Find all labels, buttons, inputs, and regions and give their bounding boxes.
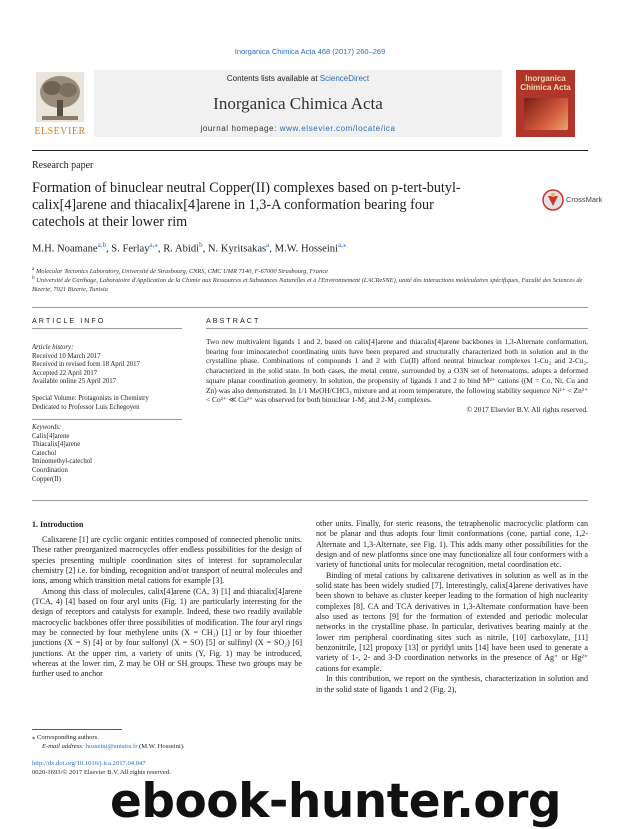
email-suffix: (M.W. Hosseini).: [137, 743, 185, 750]
paragraph: other units. Finally, for steric reasons, the tetraphenolic macrocyclic platform can not be planar and thus adopts four limit conformations (cone, partial cone, 1,2-Alternate and 1,3-Alternate, see Fig. 1). This adds many other possibilities for the design and of new platforms since one may functionalize all four conformers with a variety of functional units for molecular recognition, metal coordination etc.: [316, 519, 588, 570]
sciencedirect-link[interactable]: ScienceDirect: [319, 74, 370, 83]
history-item: Received in revised form 18 April 2017: [32, 361, 140, 369]
keyword[interactable]: Calix[4]arene: [32, 432, 70, 440]
affiliation-mark: a: [32, 266, 35, 272]
crossmark-icon: [542, 189, 564, 211]
keyword[interactable]: Coordination: [32, 466, 68, 474]
keyword[interactable]: Thiacalix[4]arene: [32, 441, 81, 449]
paragraph: Binding of metal cations by calixarene derivatives in solution as well as in the solid state has been widely studied [7]. Interestingly, calix[4]arene derivatives have been shown to behave as cluster keeper leading to the formation of high nuclearity complexes [8]. CA and TCA derivatives in 1,3-Alternate conformation have been also used as tectons [9] for the formation of extended and periodic molecular networks in the crystalline phase. In particular, derivatives bearing mainly at the lower rim peripheral coordinating sites such as nitrile, [10] carboxylate, [11] benzonitrile, [12] propoxy [13] or pyridyl units [14] have been used to generate a variety of 1-, 2- and 3-D coordination networks in the presence of Ag⁺ or Hg²⁺ cations for example.: [316, 570, 588, 673]
abstract-body: [206, 337, 588, 415]
affiliation-text: Université de Carthage, Laboratoire d'Application de la Chimie aux Ressources et Substances Naturelles et à l'Environnement (LACReSNE), unité des interactions moléculaires spécifiques, Faculté des Sciences de Bizerte, 7021 Bizerte, Tunisia: [32, 277, 583, 293]
doi-link[interactable]: http://dx.doi.org/10.1016/j.ica.2017.04.047: [32, 760, 146, 767]
article-title: Formation of binuclear neutral Copper(II) complexes based on p-tert-butyl- calix[4]arene and thiacalix[4]arene in 1,3-A conformation bearing four catechols at their lower rim: [32, 180, 461, 230]
section-heading: 1. Introduction: [32, 520, 84, 529]
journal-homepage: [94, 124, 502, 133]
author-name[interactable]: N. Kyritsakas: [207, 243, 267, 255]
author-affil-mark[interactable]: a,⁎: [149, 241, 158, 249]
keywords-rule: [32, 419, 182, 420]
author-name[interactable]: S. Ferlay: [111, 243, 150, 255]
abstract-heading: ABSTRACT: [206, 316, 261, 325]
corresponding-note: ⁎ Corresponding authors.: [32, 734, 99, 741]
article-info-heading: ARTICLE INFO: [32, 316, 106, 325]
history-item: Available online 25 April 2017: [32, 378, 117, 386]
email-line: [32, 742, 302, 751]
footnote: [32, 733, 302, 751]
history-label: Article history:: [32, 344, 74, 351]
email-label: E-mail address:: [42, 743, 86, 750]
keyword[interactable]: Catechol: [32, 449, 57, 457]
crossmark-label: CrossMark: [566, 195, 603, 204]
history-item: Accepted 22 April 2017: [32, 369, 98, 377]
author-affil-mark[interactable]: a,b: [97, 241, 106, 249]
body-column-right: [316, 519, 588, 695]
paragraph: In this contribution, we report on the synthesis, characterization in solution and in the solid state of ligands 1 and 2 (Fig. 2),: [316, 674, 588, 694]
keyword[interactable]: Iminomethyl-catechol: [32, 458, 93, 466]
header-rule: [32, 150, 588, 151]
crossmark-badge[interactable]: [542, 185, 603, 215]
author-list: M.H. Noamane$^{a,b}$, S. Ferlay$^{a,⁎}$, R. Abidi$^b$, N. Kyritsakas$^a$, M.W. Hosseini$^{a,⁎}$: [32, 241, 347, 255]
article-info-rule: [32, 328, 182, 329]
author-name[interactable]: M.W. Hosseini: [274, 243, 339, 255]
keyword[interactable]: Copper(II): [32, 475, 62, 483]
article-info: [32, 344, 182, 484]
issn-line: 0020-1693/© 2017 Elsevier B.V. All rights reserved.: [32, 769, 171, 776]
paper-type: Research paper: [32, 160, 94, 171]
keywords-label: Keywords:: [32, 423, 62, 431]
publisher-name: ELSEVIER: [34, 126, 86, 137]
abstract-text: Two new multivalent ligands 1 and 2, based on calix[4]arene and thiacalix[4]arene backbones in 1,3-Alternate conformation, bearing four iminocatechol coordinating units have been prepared and structurally characterized both in solution and in the crystalline phase. Combinations of compounds 1 and 2 with Cu(II) afford neutral binuclear complexes 1-Cu₂ and 2-Cu₂, characterized in the solid state. In both cases, the metal centre, surrounded by a O3N set of heteroatoms, adopts a deformed square planar coordination geometry. In solution, the propensity of ligands 1 and 2 to bind M²⁺ cations ((M = Co, Ni, Cu and Zn) was also demonstrated. In 1/1 MeOH/CHCl₃ mixture and at room temperature, the following stability sequence Ni²⁺ < Zn²⁺ < Co²⁺ ≪ Cu²⁺ was observed for both binuclear 1-M₂ and 2-M₂ complexes.: [206, 337, 588, 405]
paragraph: Calixarene [1] are cyclic organic entities composed of connected phenolic units. These rather preorganized macrocycles offer endless possibilities for the design of species presenting multiple coordination sites of interest for supramolecular chemistry [2] i.e. for binding, recognition and/or transport of neutral molecules and ions, among which transition metal cations for example [3].: [32, 535, 302, 586]
affiliation-rule: [32, 307, 588, 308]
cover-image: [524, 98, 568, 130]
email-link[interactable]: hosseini@unistra.fr: [85, 743, 138, 750]
watermark: ebook-hunter.org: [110, 774, 562, 829]
author-affil-mark[interactable]: a,⁎: [338, 241, 347, 249]
author-affil-mark[interactable]: a: [266, 241, 270, 249]
abstract-rule: [206, 328, 588, 329]
history-item: Received 10 March 2017: [32, 352, 101, 360]
author-affil-mark[interactable]: b: [199, 241, 203, 249]
contents-line: [94, 74, 502, 83]
cover-title-1: Inorganica: [525, 74, 566, 83]
abstract-copyright: © 2017 Elsevier B.V. All rights reserved.: [466, 404, 588, 414]
body-column-left: [32, 535, 302, 680]
affiliation-b: [32, 274, 588, 294]
body-rule: [32, 500, 588, 501]
footnote-rule: [32, 729, 122, 730]
contents-prefix: Contents lists available at: [226, 74, 320, 83]
author-name[interactable]: R. Abidi: [163, 243, 200, 255]
journal-title: Inorganica Chimica Acta: [213, 94, 383, 113]
affiliation-text: Molecular Tectonics Laboratory, Université de Strasbourg, CNRS, CMC UMR 7140, F-67000 Strasbourg, France: [35, 268, 328, 276]
paragraph: Among this class of molecules, calix[4]arene (CA, 3) [1] and thiacalix[4]arene (TCA, 4) [4] based on four aryl units (Fig. 1) are particularly interesting for the design of receptors and catalysts for example. Indeed, these two readily available macrocyclic backbones offer three possibilities of modification. The four aryl rings may be connected by four methylene units (X = CH₂) [1] or by four thioether junctions (X = S) [4] or by four sulfonyl (X = SO) [5] or sulfinyl (X = SO₂) [6] junctions. At the upper rim, a variety of units (Y, Fig. 1) may be introduced, whereas at the lower rim, Z may be OH or SH groups. These two groups may be further used to anchor: [32, 586, 302, 679]
cover-title-2: Chimica Acta: [520, 83, 571, 92]
dedication: Dedicated to Professor Luis Echegoyen: [32, 403, 140, 411]
special-volume: Special Volume: Protagonists in Chemistry: [32, 394, 149, 402]
elsevier-logo: [32, 70, 88, 140]
homepage-prefix: journal homepage:: [200, 124, 280, 133]
journal-cover: [516, 70, 575, 137]
journal-reference[interactable]: Inorganica Chimica Acta 468 (2017) 260–269: [234, 47, 386, 56]
homepage-link[interactable]: www.elsevier.com/locate/ica: [279, 124, 396, 133]
author-name[interactable]: M.H. Noamane: [32, 243, 98, 255]
affiliation-mark: b: [32, 275, 35, 281]
